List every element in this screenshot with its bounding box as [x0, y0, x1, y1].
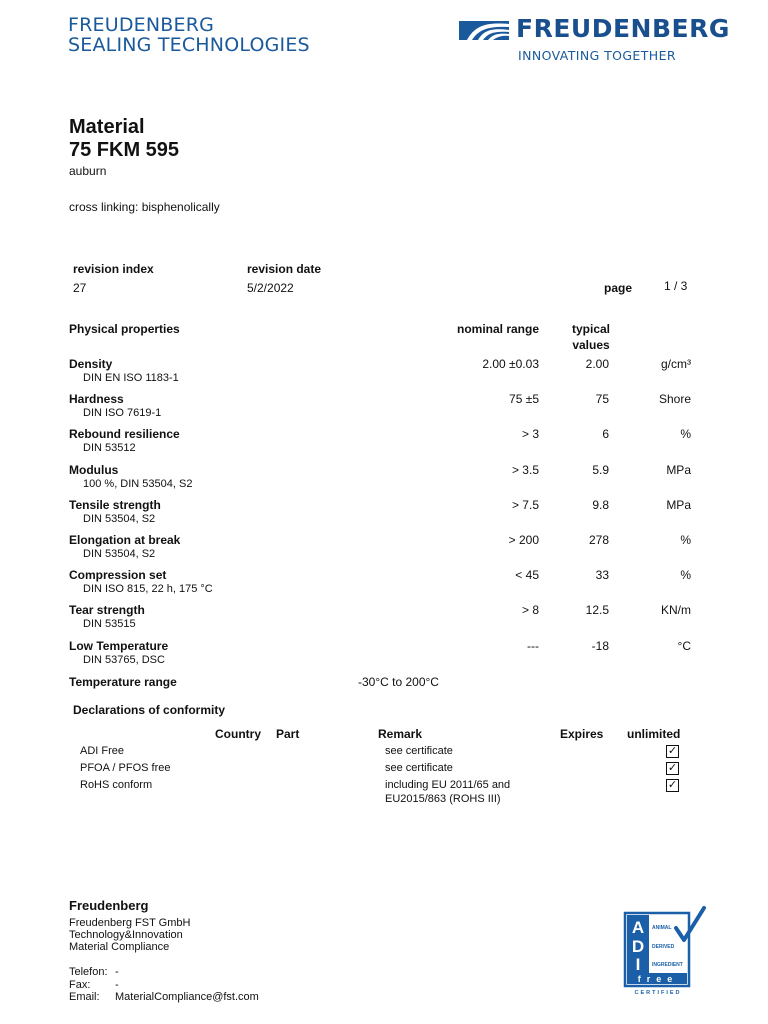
property-name: Low Temperature — [69, 639, 169, 653]
property-name: Modulus — [69, 463, 119, 477]
email-value[interactable]: MaterialCompliance@fst.com — [115, 991, 259, 1003]
header-right-brand-name: FREUDENBERG — [516, 14, 730, 43]
property-nominal: --- — [527, 639, 539, 653]
revision-date-label: revision date — [247, 262, 322, 276]
material-name: 75 FKM 595 — [69, 139, 180, 161]
property-standard: DIN 53504, S2 — [83, 548, 156, 560]
header-right-tagline: INNOVATING TOGETHER — [518, 48, 676, 63]
adi-word-animal: ANIMAL — [652, 925, 672, 931]
revision-date-value: 5/2/2022 — [247, 281, 294, 295]
phone-value: - — [115, 966, 119, 978]
conformity-name: RoHS conform — [80, 779, 153, 791]
temperature-range-label: Temperature range — [69, 675, 177, 689]
property-standard: DIN 53765, DSC — [83, 654, 165, 666]
adi-free-certified-badge-icon — [622, 904, 708, 996]
page-value: 1 / 3 — [664, 279, 688, 293]
material-label: Material — [69, 116, 145, 138]
adi-free-word: free — [637, 974, 679, 984]
property-standard: DIN ISO 815, 22 h, 175 °C — [83, 583, 213, 595]
page-label: page — [604, 281, 633, 295]
property-typical: 5.9 — [592, 463, 609, 477]
property-typical: -18 — [591, 639, 609, 653]
property-unit: % — [680, 427, 691, 441]
property-standard: DIN 53504, S2 — [83, 513, 156, 525]
property-unit: % — [680, 533, 691, 547]
country-header: Country — [215, 727, 261, 741]
revision-index-label: revision index — [73, 262, 154, 276]
material-color: auburn — [69, 164, 107, 178]
property-nominal: > 3.5 — [511, 463, 539, 477]
property-standard: 100 %, DIN 53504, S2 — [83, 478, 193, 490]
property-standard: DIN 53515 — [83, 618, 136, 630]
property-name: Hardness — [69, 392, 124, 406]
conformity-remark: see certificate — [385, 762, 453, 774]
property-typical: 75 — [595, 392, 609, 406]
property-unit: °C — [677, 639, 691, 653]
temperature-range-value: -30°C to 200°C — [358, 675, 439, 689]
property-unit: MPa — [666, 463, 691, 477]
property-nominal: > 200 — [508, 533, 539, 547]
conformity-remark: including EU 2011/65 and — [385, 779, 511, 791]
adi-letter-a: A — [631, 918, 645, 937]
unlimited-checkbox: ✓ — [667, 745, 678, 757]
adi-word-ingredient: INGREDIENT — [652, 962, 683, 968]
property-typical: 278 — [588, 533, 609, 547]
property-unit: % — [680, 568, 691, 582]
property-unit: Shore — [658, 392, 691, 406]
part-header: Part — [276, 727, 300, 741]
property-name: Elongation at break — [69, 533, 181, 547]
property-unit: MPa — [666, 498, 691, 512]
nominal-range-header: nominal range — [456, 322, 539, 336]
header-left-line2: SEALING TECHNOLOGIES — [68, 34, 310, 56]
footer-line2: Technology&Innovation — [69, 929, 183, 941]
phone-label: Telefon: — [69, 966, 108, 978]
fax-value: - — [115, 978, 119, 991]
freudenberg-wave-logo-icon — [459, 18, 511, 42]
unlimited-header: unlimited — [627, 727, 681, 741]
property-name: Density — [69, 357, 113, 371]
footer-contact-labels — [69, 966, 108, 1004]
expires-header: Expires — [560, 727, 604, 741]
property-typical: 9.8 — [592, 498, 609, 512]
property-typical: 12.5 — [585, 603, 609, 617]
adi-word-derived: DERIVED — [652, 944, 675, 950]
property-name: Rebound resilience — [69, 427, 180, 441]
adi-certified-word: CERTIFIED — [634, 990, 682, 996]
typical-values-header — [565, 322, 617, 352]
unlimited-checkbox: ✓ — [667, 779, 678, 791]
property-typical: 33 — [595, 568, 609, 582]
conformity-heading: Declarations of conformity — [73, 703, 226, 717]
property-name: Tensile strength — [69, 498, 161, 512]
property-standard: DIN EN ISO 1183-1 — [83, 372, 179, 384]
property-typical: 2.00 — [585, 357, 609, 371]
property-unit: g/cm³ — [661, 357, 691, 371]
property-typical: 6 — [602, 427, 609, 441]
email-label: Email: — [69, 991, 100, 1003]
footer-company: Freudenberg — [69, 898, 149, 913]
revision-index-value: 27 — [73, 281, 87, 295]
physical-properties-heading: Physical properties — [69, 322, 180, 336]
property-nominal: < 45 — [515, 568, 539, 582]
footer-line1: Freudenberg FST GmbH — [69, 917, 191, 929]
adi-letter-d: D — [631, 937, 645, 956]
property-nominal: 75 ±5 — [509, 392, 539, 406]
fax-label: Fax: — [69, 978, 91, 991]
header-left-brand — [68, 15, 310, 55]
conformity-name: ADI Free — [80, 745, 125, 757]
unlimited-checkbox: ✓ — [667, 762, 678, 774]
property-nominal: 2.00 ±0.03 — [482, 357, 539, 371]
remark-header: Remark — [378, 727, 423, 741]
property-name: Compression set — [69, 568, 167, 582]
conformity-remark: see certificate — [385, 745, 453, 757]
property-name: Tear strength — [69, 603, 145, 617]
conformity-name: PFOA / PFOS free — [80, 762, 171, 774]
property-standard: DIN 53512 — [83, 442, 136, 454]
footer-line3: Material Compliance — [69, 941, 170, 953]
header-left-line1: FREUDENBERG — [68, 14, 215, 36]
property-unit: KN/m — [661, 603, 691, 617]
footer-address — [69, 917, 190, 953]
adi-letter-i: I — [635, 955, 641, 974]
property-nominal: > 7.5 — [511, 498, 539, 512]
typical-header-line2: values — [572, 338, 610, 352]
conformity-remark-line2: EU2015/863 (ROHS III) — [385, 793, 501, 805]
property-nominal: > 8 — [521, 603, 539, 617]
typical-header-line1: typical — [571, 322, 610, 336]
cross-linking: cross linking: bisphenolically — [69, 200, 220, 214]
property-standard: DIN ISO 7619-1 — [83, 407, 162, 419]
property-nominal: > 3 — [521, 427, 539, 441]
footer-contact-values — [115, 966, 259, 1004]
